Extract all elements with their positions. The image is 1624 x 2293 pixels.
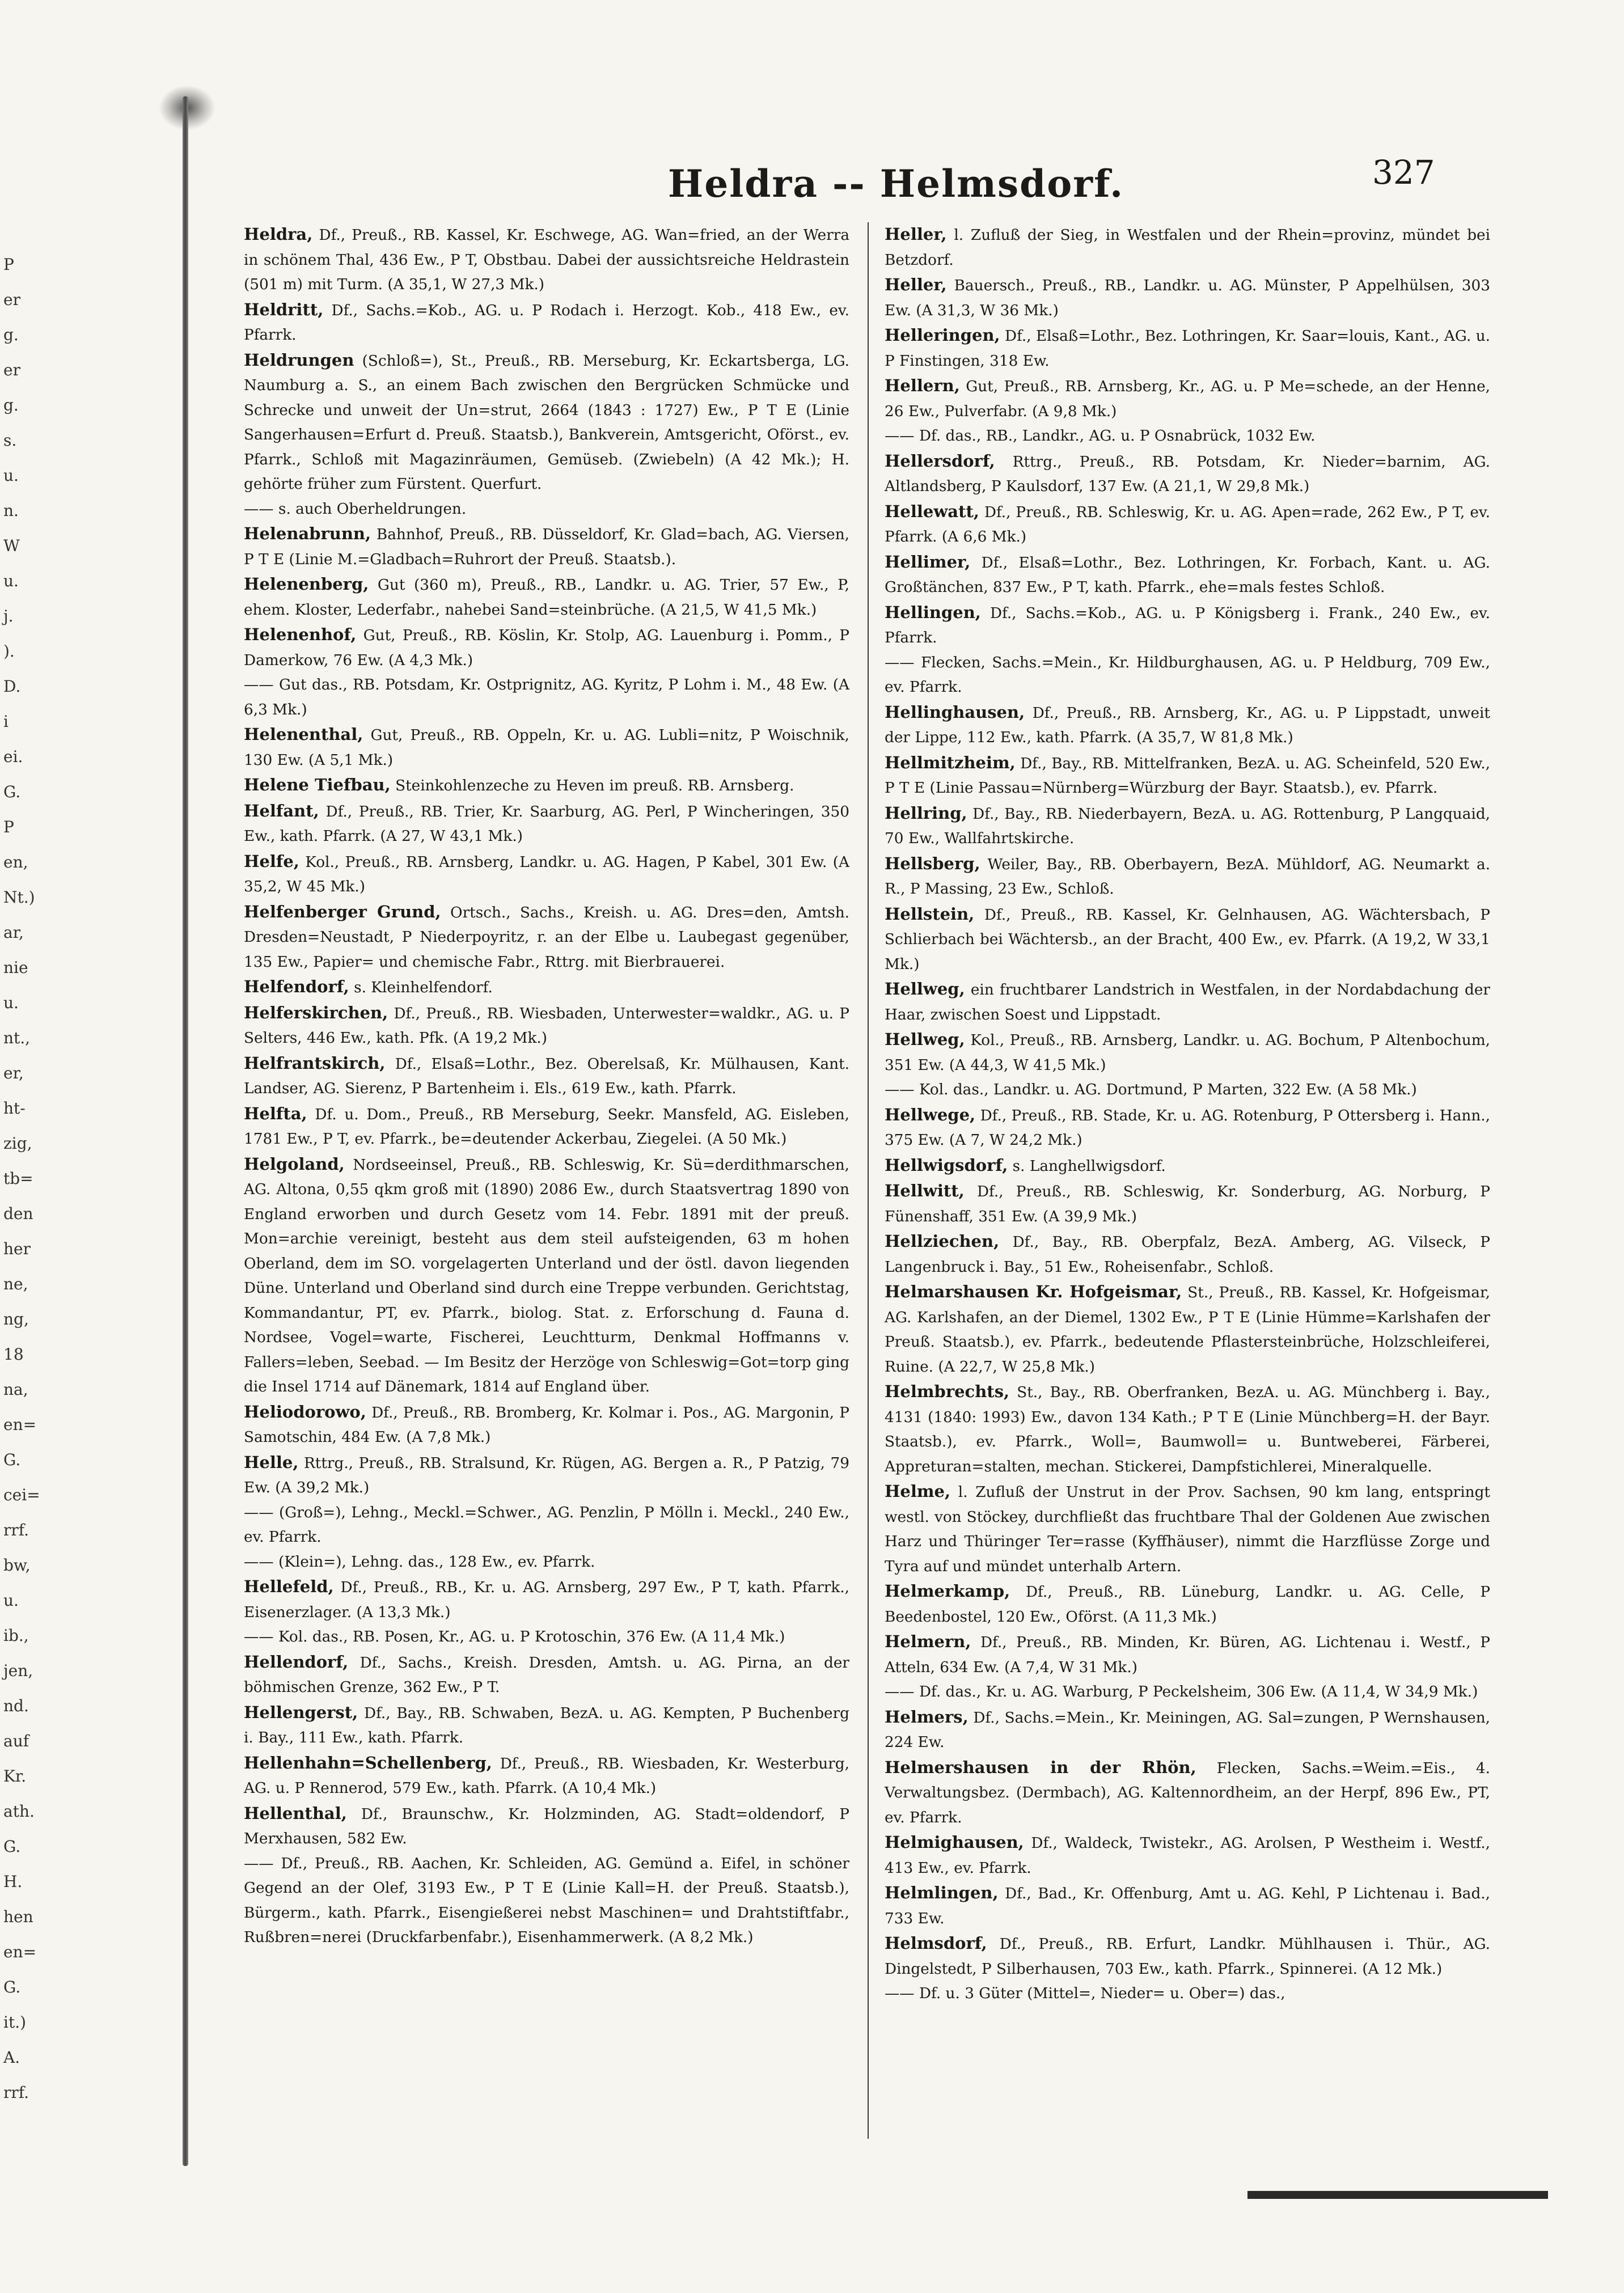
entry-headword: Helenabrunn, [244, 524, 371, 543]
entry-text: —— Flecken, Sachs.=Mein., Kr. Hildburghausen, AG. u. P Heldburg, 709 Ew., ev. Pfarrk. [885, 654, 1490, 696]
margin-fragment: D. [3, 677, 21, 696]
dictionary-entry [244, 522, 849, 572]
dictionary-entry [885, 1103, 1490, 1153]
entry-text: Df., Sachs., Kreish. Dresden, Amtsh. u. AG. Pirna, an der böhmischen Grenze, 362 Ew., P T. [244, 1654, 849, 1696]
margin-fragment: nt., [3, 1029, 31, 1047]
entry-text: ein fruchtbarer Landstrich in Westfalen, in der Nordabdachung der Haar, zwischen Soest und Lippstadt. [885, 981, 1490, 1023]
dictionary-entry [885, 600, 1490, 651]
entry-text: Df., Sachs.=Kob., AG. u. P Königsberg i. Frank., 240 Ew., ev. Pfarrk. [885, 604, 1491, 646]
entry-text: Nordseeinsel, Preuß., RB. Schleswig, Kr. Sü=derdithmarschen, AG. Altona, 0,55 qkm groß mit (1890) 2086 Ew., durch Staatsvertrag 1890 von England erworben und durch Gesetz vom 14. Febr. 1891 mit der preuß. Mon=archie vereinigt, besteht aus dem steil aufsteigenden, 63 m hohen Oberland, dem im SO. vorgelagerten Unterland und der östl. davon liegenden Düne. Unterland und Oberland sind durch eine Treppe verbunden. Gerichtstag, Kommandantur, PT, ev. Pfarrk., biolog. Stat. z. Erforschung d. Fauna d. Nordsee, Vogel=warte, Fischerei, Leuchtturm, Denkmal Hoffmanns v. Fallers=leben, Seebad. — Im Besitz der Herzöge von Schleswig=Got=torp ging die Insel 1714 auf Dänemark, 1814 auf England über. [244, 1156, 849, 1395]
entry-text: —— Df., Preuß., RB. Aachen, Kr. Schleiden, AG. Gemünd a. Eifel, in schöner Gegend an der Olef, 3193 Ew., P T E (Linie Kall=H. der Preuß. Staatsb.), Bürgerm., kath. Pfarrk., Eisengießerei nebst Maschinen= und Drahtstiftfabr., Rußbren=nerei (Druckfarbenfabr.), Eisenhammerwerk. (A 8,2 Mk.) [244, 1855, 849, 1946]
entry-headword: Helenenberg, [244, 574, 369, 594]
entry-text: —— Df. u. 3 Güter (Mittel=, Nieder= u. Ober=) das., [885, 1985, 1285, 2002]
dictionary-entry [244, 1102, 849, 1152]
margin-fragment: cei= [3, 1486, 40, 1504]
entry-headword: Helgoland, [244, 1154, 345, 1174]
entry-text: Weiler, Bay., RB. Oberbayern, BezA. Mühldorf, AG. Neumarkt a. R., P Massing, 23 Ew., Schloß. [885, 856, 1490, 898]
margin-fragment: tb= [3, 1169, 33, 1188]
entry-text: Df., Elsaß=Lothr., Bez. Lothringen, Kr. Forbach, Kant. u. AG. Großtänchen, 837 Ew., P T, kath. Pfarrk., ehe=mals festes Schloß. [885, 554, 1490, 596]
margin-fragment: den [3, 1204, 33, 1223]
dictionary-entry [885, 1931, 1490, 1982]
page-number: 327 [1372, 153, 1435, 192]
entry-text: St., Preuß., RB. Kassel, Kr. Hofgeismar, AG. Karlshafen, an der Diemel, 1302 Ew., P T E (Linie Hümme=Karlshafen der Preuß. Staatsb.), ev. Pfarrk., bedeutende Pflastersteinbrüche, Holzschleiferei, Ruine. (A 22,7, W 25,8 Mk.) [885, 1284, 1490, 1376]
dictionary-entry [244, 623, 849, 673]
entry-headword: Hellengerst, [244, 1702, 358, 1722]
entry-headword: Hellersdorf, [885, 451, 995, 471]
entry-text: Df., Preuß., RB. Kassel, Kr. Gelnhausen, AG. Wächtersbach, P Schlierbach bei Wächtersb., an der Bracht, 400 Ew., ev. Pfarrk. (A 19,2, W 33,1 Mk.) [885, 906, 1490, 973]
entry-headword: Heldrungen [244, 350, 354, 370]
entry-text: Gut, Preuß., RB. Oppeln, Kr. u. AG. Lubli=nitz, P Woischnik, 130 Ew. (A 5,1 Mk.) [244, 727, 849, 769]
dictionary-entry [885, 977, 1490, 1027]
dictionary-entry [244, 1001, 849, 1051]
dictionary-entry [244, 975, 849, 1001]
entry-headword: Heller, [885, 275, 947, 294]
margin-fragment: en= [3, 1415, 37, 1434]
entry-text: Df. u. Dom., Preuß., RB Merseburg, Seekr. Mansfeld, AG. Eisleben, 1781 Ew., P T, ev. Pfarrk., be=deutender Ackerbau, Ziegelei. (A 50 Mk.) [244, 1106, 850, 1148]
entry-headword: Helmighausen, [885, 1833, 1024, 1852]
margin-fragment: i [3, 712, 9, 731]
entry-text: Gut, Preuß., RB. Köslin, Kr. Stolp, AG. Lauenburg i. Pomm., P Damerkow, 76 Ew. (A 4,3 Mk.) [244, 627, 850, 669]
entry-headword: Helenenthal, [244, 725, 363, 744]
entry-headword: Hellenthal, [244, 1803, 347, 1823]
dictionary-entry [885, 424, 1490, 449]
entry-text: —— (Groß=), Lehng., Meckl.=Schwer., AG. Penzlin, P Mölln i. Meckl., 240 Ew., ev. Pfarrk. [244, 1504, 849, 1546]
entry-headword: Hellweg, [885, 979, 965, 999]
entry-text: Steinkohlenzeche zu Heven im preuß. RB. Arnsberg. [395, 777, 794, 794]
entry-headword: Hellring, [885, 803, 967, 823]
margin-fragment: A. [3, 2048, 20, 2067]
margin-fragment: zig, [3, 1134, 32, 1153]
dictionary-entry [885, 1705, 1490, 1755]
dictionary-entry [244, 1852, 849, 1951]
margin-fragment: ). [3, 642, 15, 661]
margin-fragment: rrf. [3, 2083, 29, 2102]
margin-fragment: rrf. [3, 1521, 29, 1539]
dictionary-entry [885, 1579, 1490, 1630]
dictionary-entry [244, 1700, 849, 1751]
entry-text: s. Kleinhelfendorf. [354, 979, 493, 996]
dictionary-entry [885, 751, 1490, 801]
entry-headword: Hellendorf, [244, 1652, 349, 1672]
dictionary-entry [885, 323, 1490, 374]
margin-fragment: auf [3, 1732, 29, 1750]
margin-fragment: n. [3, 501, 19, 520]
entry-headword: Heliodorowo, [244, 1402, 366, 1422]
entry-text: Df., Preuß., RB. Schleswig, Kr. u. AG. Apen=rade, 262 Ew., P T, ev. Pfarrk. (A 6,6 Mk.) [885, 504, 1490, 545]
dictionary-entry [244, 722, 849, 773]
entry-headword: Helfta, [244, 1103, 307, 1123]
entry-headword: Helenenhof, [244, 625, 357, 644]
entry-text: Kol., Preuß., RB. Arnsberg, Landkr. u. AG. Hagen, P Kabel, 301 Ew. (A 35,2, W 45 Mk.) [244, 853, 849, 895]
entry-text: Df., Bay., RB. Niederbayern, BezA. u. AG. Rottenburg, P Langquaid, 70 Ew., Wallfahrtskirche. [885, 805, 1491, 847]
entry-text: l. Zufluß der Unstrut in der Prov. Sachsen, 90 km lang, entspringt westl. von Stöckey, durchfließt das fruchtbare Thal der Goldenen Aue zwischen Harz und Thüringer Ter=rasse (Kyffhäuser), nimmt die Harzflüsse Zorge und Tyra auf und mündet unterhalb Artern. [885, 1484, 1490, 1575]
entry-headword: Hellefeld, [244, 1577, 334, 1596]
dictionary-entry [885, 1027, 1490, 1078]
dictionary-entry [885, 852, 1490, 902]
entry-text: Bauersch., Preuß., RB., Landkr. u. AG. Münster, P Appelhülsen, 303 Ew. (A 31,3, W 36 Mk.) [885, 277, 1491, 319]
margin-fragment: P [3, 255, 14, 274]
entry-text: —— Gut das., RB. Potsdam, Kr. Ostprignitz, AG. Kyritz, P Lohm i. M., 48 Ew. (A 6,3 Mk.) [244, 676, 849, 718]
entry-headword: Helmbrechts, [885, 1382, 1010, 1401]
margin-fragment: nie [3, 958, 28, 977]
entry-text: —— (Klein=), Lehng. das., 128 Ew., ev. Pfarrk. [244, 1553, 595, 1571]
dictionary-entry [885, 500, 1490, 550]
margin-fragment: g. [3, 396, 19, 414]
entry-headword: Helme, [885, 1482, 951, 1501]
margin-fragment: u. [3, 572, 19, 590]
entry-text: Flecken, Sachs.=Weim.=Eis., 4. Verwaltungsbez. (Dermbach), AG. Kaltennordheim, an der Herpf, 896 Ew., PT, ev. Pfarrk. [885, 1759, 1490, 1826]
dictionary-entry [885, 273, 1490, 323]
margin-fragment: H. [3, 1872, 23, 1891]
margin-fragment: G. [3, 782, 21, 801]
margin-fragment: u. [3, 993, 19, 1012]
margin-fragment: en, [3, 853, 28, 871]
bottom-rule [1247, 2191, 1548, 2199]
entry-headword: Helfrantskirch, [244, 1053, 386, 1073]
margin-fragment: bw, [3, 1556, 31, 1575]
entry-text: Df., Preuß., RB. Schleswig, Kr. Sonderburg, AG. Norburg, P Fünenshaff, 351 Ew. (A 39,9 Mk.) [885, 1183, 1490, 1225]
margin-fragment: na, [3, 1380, 28, 1399]
entry-text: Ortsch., Sachs., Kreish. u. AG. Dres=den, Amtsh. Dresden=Neustadt, P Niederpoyritz, r. an der Elbe u. Laubegast gegenüber, 135 Ew., Papier= und chemische Fabr., Rttrg. mit Bierbrauerei. [244, 904, 850, 971]
dictionary-entry [885, 1229, 1490, 1280]
page-binding-edge [183, 96, 188, 2166]
margin-fragment: G. [3, 1978, 21, 1996]
entry-headword: Hellstein, [885, 904, 975, 924]
entry-text: Df., Bay., RB. Schwaben, BezA. u. AG. Kempten, P Buchenberg i. Bay., 111 Ew., kath. Pfarrk. [244, 1704, 850, 1746]
entry-text: Df., Braunschw., Kr. Holzminden, AG. Stadt=oldendorf, P Merxhausen, 582 Ew. [244, 1805, 849, 1847]
margin-fragment: ib., [3, 1626, 29, 1645]
entry-headword: Helmarshausen Kr. Hofgeismar, [885, 1282, 1182, 1301]
entry-headword: Hellwege, [885, 1105, 976, 1124]
entry-headword: Hellern, [885, 376, 960, 395]
entry-headword: Helmlingen, [885, 1883, 999, 1902]
entry-text: —— Df. das., RB., Landkr., AG. u. P Osnabrück, 1032 Ew. [885, 428, 1316, 445]
entry-text: Bahnhof, Preuß., RB. Düsseldorf, Kr. Glad=bach, AG. Viersen, P T E (Linie M.=Gladbach=Ruhrort der Preuß. Staatsb.). [244, 526, 850, 568]
entry-text: —— Df. das., Kr. u. AG. Warburg, P Peckelsheim, 306 Ew. (A 11,4, W 34,9 Mk.) [885, 1683, 1478, 1700]
dictionary-entry [244, 1650, 849, 1700]
entry-text: Df., Preuß., RB. Lüneburg, Landkr. u. AG. Celle, P Beedenbostel, 120 Ew., Oförst. (A 11,3 Mk.) [885, 1584, 1491, 1626]
dictionary-entry [244, 1450, 849, 1501]
dictionary-entry [885, 1179, 1490, 1229]
dictionary-entry [885, 1280, 1490, 1380]
dictionary-entry [885, 1755, 1490, 1831]
dictionary-entry [885, 449, 1490, 500]
entry-text: Df., Bay., RB. Mittelfranken, BezA. u. AG. Scheinfeld, 520 Ew., P T E (Linie Passau=Nürnberg=Würzburg der Bayr. Staatsb.), ev. Pfarrk. [885, 755, 1491, 797]
dictionary-entry [244, 1801, 849, 1852]
dictionary-entry [244, 1625, 849, 1650]
dictionary-entry [885, 1153, 1490, 1179]
entry-headword: Hellweg, [885, 1030, 965, 1049]
dictionary-entry [244, 773, 849, 799]
entry-text: Df., Preuß., RB. Kassel, Kr. Eschwege, AG. Wan=fried, an der Werra in schönem Thal, 436 Ew., P T, Obstbau. Dabei der aussichtsreiche Heldrastein (501 m) mit Turm. (A 35,1, W 27,3 Mk.) [244, 227, 850, 293]
entry-headword: Helmerkamp, [885, 1581, 1010, 1601]
margin-fragment: ar, [3, 923, 24, 942]
margin-fragment: ei. [3, 747, 23, 766]
entry-text: Df., Elsaß=Lothr., Bez. Lothringen, Kr. Saar=louis, Kant., AG. u. P Finstingen, 318 Ew. [885, 328, 1491, 370]
dictionary-entry [885, 700, 1490, 751]
entry-headword: Hellimer, [885, 552, 971, 572]
dictionary-entry [244, 1400, 849, 1450]
entry-text: Kol., Preuß., RB. Arnsberg, Landkr. u. AG. Bochum, P Altenbochum, 351 Ew. (A 44,3, W 41,5 Mk.) [885, 1032, 1490, 1074]
margin-fragment: er, [3, 1064, 24, 1082]
margin-fragment: u. [3, 466, 19, 485]
margin-fragment: jen, [3, 1661, 33, 1680]
margin-fragment: er [3, 290, 20, 309]
entry-text: —— Kol. das., Landkr. u. AG. Dortmund, P Marten, 322 Ew. (A 58 Mk.) [885, 1081, 1417, 1098]
entry-text: s. Langhellwigsdorf. [1012, 1157, 1166, 1175]
dictionary-entry [244, 348, 849, 497]
entry-text: Df., Waldeck, Twistekr., AG. Arolsen, P Westheim i. Westf., 413 Ew., ev. Pfarrk. [885, 1835, 1490, 1877]
margin-fragment: s. [3, 431, 17, 450]
dictionary-entry [885, 1982, 1490, 2007]
entry-text: Df., Preuß., RB. Minden, Kr. Büren, AG. Lichtenau i. Westf., P Atteln, 634 Ew. (A 7,4, W 31 Mk.) [885, 1634, 1490, 1676]
dictionary-entry [885, 1881, 1490, 1931]
entry-headword: Hellenhahn=Schellenberg, [244, 1753, 492, 1772]
dictionary-entry [885, 1830, 1490, 1881]
entry-text: Df., Bay., RB. Oberpfalz, BezA. Amberg, AG. Vilseck, P Langenbruck i. Bay., 51 Ew., Roheisenfabr., Schloß. [885, 1234, 1490, 1276]
entry-headword: Helferskirchen, [244, 1002, 388, 1022]
entry-headword: Heller, [885, 225, 947, 244]
entry-text: Rttrg., Preuß., RB. Potsdam, Kr. Nieder=barnim, AG. Altlandsberg, P Kaulsdorf, 137 Ew. (A 21,1, W 29,8 Mk.) [885, 453, 1491, 495]
entry-text: Df., Elsaß=Lothr., Bez. Oberelsaß, Kr. Mülhausen, Kant. Landser, AG. Sierenz, P Bartenheim i. Els., 619 Ew., kath. Pfarrk. [244, 1055, 849, 1097]
dictionary-entry [244, 298, 849, 348]
margin-fragment: ht- [3, 1099, 26, 1118]
entry-headword: Helmern, [885, 1632, 971, 1651]
dictionary-entry [244, 1550, 849, 1575]
entry-text: Df., Preuß., RB. Bromberg, Kr. Kolmar i. Pos., AG. Margonin, P Samotschin, 484 Ew. (A 7,8 Mk.) [244, 1404, 850, 1446]
margin-fragment: Nt.) [3, 888, 35, 907]
entry-headword: Hellwitt, [885, 1181, 965, 1200]
margin-fragment: G. [3, 1450, 21, 1469]
entry-text: l. Zufluß der Sieg, in Westfalen und der Rhein=provinz, mündet bei Betzdorf. [885, 227, 1491, 269]
entry-text: Df., Preuß., RB. Wiesbaden, Unterwester=waldkr., AG. u. P Selters, 446 Ew., kath. Pfk. (A 19,2 Mk.) [244, 1005, 850, 1047]
entry-headword: Helleringen, [885, 325, 1000, 345]
margin-fragment: er [3, 361, 20, 379]
margin-fragment: P [3, 818, 14, 836]
entry-headword: Helle, [244, 1452, 299, 1472]
dictionary-entry [244, 849, 849, 900]
adjacent-page-margin [0, 0, 40, 2293]
entry-headword: Helmsdorf, [885, 1934, 987, 1953]
dictionary-entry [244, 1051, 849, 1102]
entry-text: —— Kol. das., RB. Posen, Kr., AG. u. P Krotoschin, 376 Ew. (A 11,4 Mk.) [244, 1628, 785, 1645]
dictionary-entry [885, 1680, 1490, 1705]
entry-text: Df., Sachs.=Kob., AG. u. P Rodach i. Herzogt. Kob., 418 Ew., ev. Pfarrk. [244, 302, 850, 344]
dictionary-entry [244, 1152, 849, 1400]
entry-text: —— s. auch Oberheldrungen. [244, 500, 467, 518]
dictionary-entry [244, 1501, 849, 1550]
entry-text: Gut, Preuß., RB. Arnsberg, Kr., AG. u. P Me=schede, an der Henne, 26 Ew., Pulverfabr. (A 9,8 Mk.) [885, 378, 1491, 420]
margin-fragment: it.) [3, 2013, 27, 2032]
dictionary-entry [244, 497, 849, 522]
margin-fragment: W [3, 536, 20, 555]
entry-text: Df., Sachs.=Mein., Kr. Meiningen, AG. Sal=zungen, P Wernshausen, 224 Ew. [885, 1709, 1490, 1751]
dictionary-entry [244, 900, 849, 975]
entry-text: (Schloß=), St., Preuß., RB. Merseburg, Kr. Eckartsberga, LG. Naumburg a. S., an einem Bach zwischen den Bergrücken Schmücke und Schrecke und unweit der Un=strut, 2664 (1843 : 1727) Ew., P T E (Linie Sangerhausen=Erfurt d. Preuß. Staatsb.), Bankverein, Amtsgericht, Oförst., ev. Pfarrk., Schloß mit Magazinräumen, Gemüseb. (Zwiebeln) (A 42 Mk.); H. gehörte früher zum Fürstent. Querfurt. [244, 352, 849, 493]
right-column [885, 222, 1490, 2007]
left-column [244, 222, 849, 1951]
entry-headword: Helene Tiefbau, [244, 775, 391, 794]
entry-text: Df., Preuß., RB., Kr. u. AG. Arnsberg, 297 Ew., P T, kath. Pfarrk., Eisenerzlager. (A 13,3 Mk.) [244, 1579, 849, 1621]
dictionary-entry [244, 673, 849, 722]
entry-headword: Hellinghausen, [885, 702, 1025, 722]
margin-fragment: en= [3, 1943, 37, 1961]
dictionary-entry [244, 572, 849, 623]
entry-headword: Hellziechen, [885, 1232, 1000, 1251]
margin-fragment: G. [3, 1837, 21, 1856]
entry-text: Df., Preuß., RB. Erfurt, Landkr. Mühlhausen i. Thür., AG. Dingelstedt, P Silberhausen, 703 Ew., kath. Pfarrk., Spinnerei. (A 12 Mk.) [885, 1936, 1491, 1978]
entry-text: Df., Preuß., RB. Trier, Kr. Saarburg, AG. Perl, P Wincheringen, 350 Ew., kath. Pfarrk. (A 27, W 43,1 Mk.) [244, 803, 849, 845]
entry-headword: Hellingen, [885, 602, 981, 622]
margin-fragment: ne, [3, 1275, 28, 1293]
entry-headword: Helfenberger Grund, [244, 902, 441, 921]
entry-text: Df., Preuß., RB. Stade, Kr. u. AG. Rotenburg, P Ottersberg i. Hann., 375 Ew. (A 7, W 24,2 Mk.) [885, 1107, 1491, 1149]
entry-text: Df., Preuß., RB. Arnsberg, Kr., AG. u. P Lippstadt, unweit der Lippe, 112 Ew., kath. Pfarrk. (A 35,7, W 81,8 Mk.) [885, 704, 1490, 746]
dictionary-entry [885, 1078, 1490, 1103]
dictionary-entry [244, 799, 849, 849]
margin-fragment: ng, [3, 1310, 29, 1329]
dictionary-entry [885, 801, 1490, 852]
entry-text: Rttrg., Preuß., RB. Stralsund, Kr. Rügen, AG. Bergen a. R., P Patzig, 79 Ew. (A 39,2 Mk.) [244, 1454, 850, 1496]
dictionary-entry [885, 902, 1490, 978]
margin-fragment: g. [3, 325, 19, 344]
entry-headword: Helfant, [244, 801, 319, 820]
entry-headword: Hellsberg, [885, 853, 980, 873]
entry-headword: Hellmitzheim, [885, 752, 1016, 772]
margin-fragment: j. [3, 607, 14, 625]
entry-headword: Helfendorf, [244, 977, 349, 996]
dictionary-entry [885, 374, 1490, 424]
margin-fragment: hen [3, 1907, 33, 1926]
entry-text: St., Bay., RB. Oberfranken, BezA. u. AG. Münchberg i. Bay., 4131 (1840: 1993) Ew., davon 134 Kath.; P T E (Linie Münchberg=H. der Bayr. Staatsb.), ev. Pfarrk., Woll=, Baumwoll= u. Buntweberei, Färberei, Appreturan=stalten, mechan. Stickerei, Dampfstichlerei, Mineralquelle. [885, 1384, 1491, 1475]
entry-text: Gut (360 m), Preuß., RB., Landkr. u. AG. Trier, 57 Ew., P, ehem. Kloster, Lederfabr., nahebei Sand=steinbrüche. (A 21,5, W 41,5 Mk.) [244, 577, 849, 619]
column-divider [868, 222, 869, 2139]
entry-headword: Hellewatt, [885, 501, 979, 521]
entry-headword: Heldritt, [244, 299, 324, 319]
dictionary-entry [885, 651, 1490, 700]
dictionary-entry [885, 1630, 1490, 1680]
margin-fragment: her [3, 1239, 31, 1258]
dictionary-entry [244, 1575, 849, 1625]
dictionary-entry [885, 550, 1490, 600]
entry-text: Df., Bad., Kr. Offenburg, Amt u. AG. Kehl, P Lichtenau i. Bad., 733 Ew. [885, 1885, 1491, 1927]
entry-headword: Hellwigsdorf, [885, 1155, 1008, 1175]
entry-headword: Heldra, [244, 225, 313, 244]
dictionary-entry [244, 222, 849, 298]
entry-text: Df., Preuß., RB. Wiesbaden, Kr. Westerburg, AG. u. P Rennerod, 579 Ew., kath. Pfarrk. (A 10,4 Mk.) [244, 1755, 850, 1797]
dictionary-entry [885, 1479, 1490, 1579]
dictionary-entry [244, 1751, 849, 1801]
margin-fragment: ath. [3, 1802, 35, 1821]
entry-headword: Helfe, [244, 851, 299, 871]
dictionary-entry [885, 222, 1490, 273]
dictionary-entry [885, 1380, 1490, 1479]
entry-headword: Helmershausen in der Rhön, [885, 1757, 1196, 1777]
margin-fragment: nd. [3, 1697, 29, 1715]
entry-headword: Helmers, [885, 1707, 969, 1727]
margin-fragment: u. [3, 1591, 19, 1610]
page-title: Heldra -- Helmsdorf. [667, 162, 1124, 206]
margin-fragment: Kr. [3, 1767, 27, 1786]
margin-fragment: 18 [3, 1345, 24, 1364]
